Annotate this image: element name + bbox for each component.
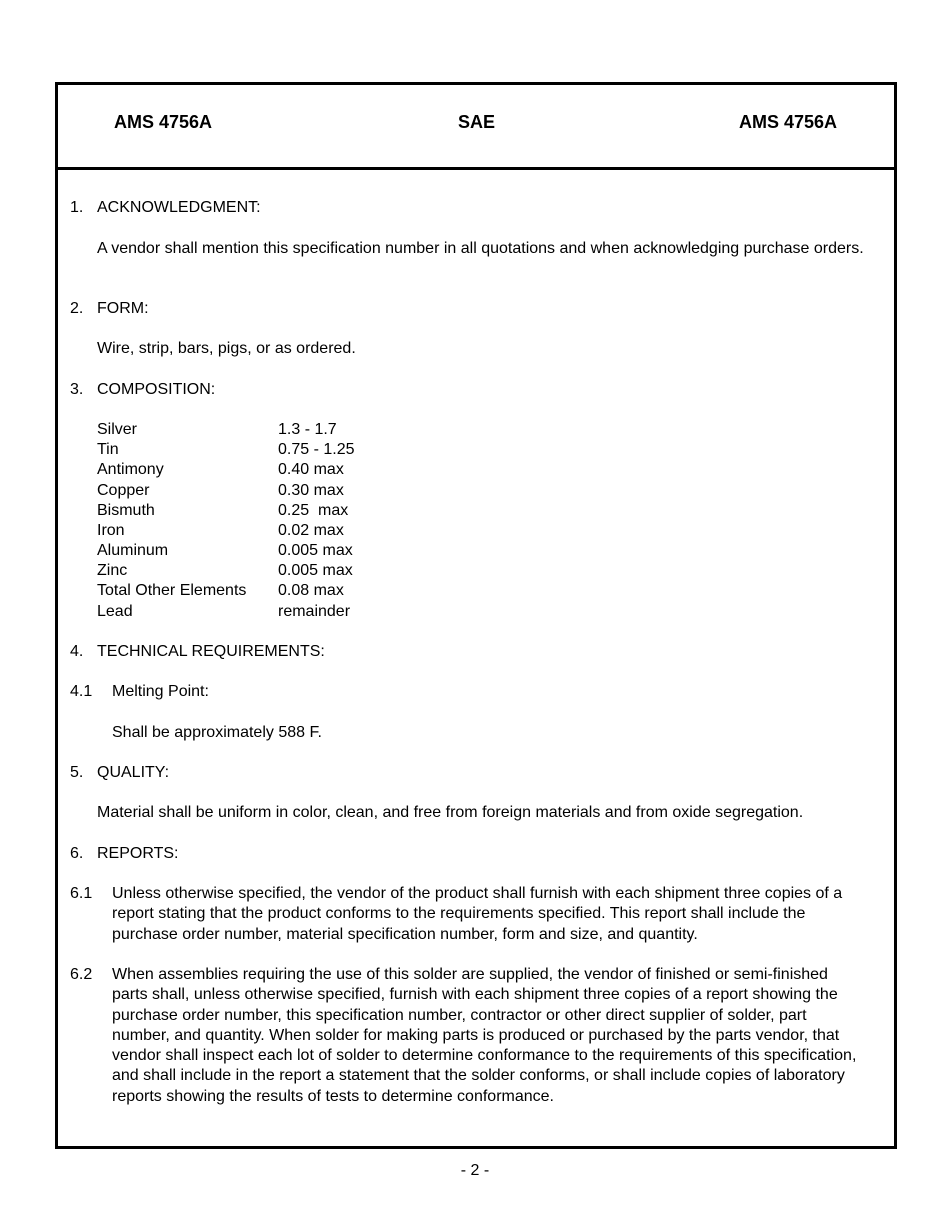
composition-element: Silver [97, 421, 138, 438]
section-title-acknowledgment: ACKNOWLEDGMENT: [97, 199, 261, 216]
section-number: 4.1 [70, 683, 93, 700]
section-text-reports-6-1: Unless otherwise specified, the vendor of the product shall furnish with each shipment three copies of a report stating that the product conforms to the requirements specified. This report shall include the purchase order number, material specification number, form and size, and quantity. [112, 885, 843, 943]
composition-value: 0.08 max [278, 582, 344, 599]
composition-element: Zinc [97, 562, 128, 579]
section-title-quality: QUALITY: [97, 764, 170, 781]
composition-element: Aluminum [97, 542, 169, 559]
section-text-melting-point: Shall be approximately 588 F. [112, 724, 322, 741]
composition-value: 0.005 max [278, 542, 353, 559]
composition-element: Lead [97, 603, 133, 620]
composition-value: 0.30 max [278, 482, 344, 499]
section-number: 3. [70, 381, 84, 398]
composition-element: Bismuth [97, 502, 155, 519]
section-number: 6.2 [70, 966, 93, 983]
section-title-composition: COMPOSITION: [97, 381, 216, 398]
section-number: 6.1 [70, 885, 93, 902]
page-number: - 2 - [460, 1162, 490, 1179]
composition-value: 0.02 max [278, 522, 344, 539]
section-number: 6. [70, 845, 84, 862]
composition-element: Total Other Elements [97, 582, 247, 599]
section-text-acknowledgment: A vendor shall mention this specification number in all quotations and when acknowledging purchase orders. [97, 240, 864, 257]
section-text-quality: Material shall be uniform in color, clean, and free from foreign materials and from oxide segregation. [97, 804, 804, 821]
section-number: 4. [70, 643, 84, 660]
composition-element: Copper [97, 482, 150, 499]
section-title-technical-requirements: TECHNICAL REQUIREMENTS: [97, 643, 325, 660]
composition-value: 1.3 - 1.7 [278, 421, 337, 438]
composition-value: 0.75 - 1.25 [278, 441, 355, 458]
composition-element: Tin [97, 441, 119, 458]
section-number: 1. [70, 199, 84, 216]
composition-element: Iron [97, 522, 125, 539]
composition-value: 0.005 max [278, 562, 353, 579]
composition-value: 0.40 max [278, 461, 344, 478]
section-title-reports: REPORTS: [97, 845, 179, 862]
section-number: 2. [70, 300, 84, 317]
section-number: 5. [70, 764, 84, 781]
section-title-form: FORM: [97, 300, 149, 317]
header-spec-right: AMS 4756A [739, 112, 838, 132]
section-text-reports-6-2: When assemblies requiring the use of this solder are supplied, the vendor of finished or semi-finished parts shall, unless otherwise specified, furnish with each shipment three copies of a report showing the purchase order number, this specification number, contractor or other direct supplier of solder, part number, and quantity. When solder for making parts is produced or purchased by the parts vendor, that vendor shall inspect each lot of solder to determine conformance to the requirements of this specification, and shall include in the report a statement that the solder conforms, or shall include copies of laboratory reports showing the results of tests to determine conformance. [112, 966, 857, 1105]
section-text-form: Wire, strip, bars, pigs, or as ordered. [97, 340, 356, 357]
composition-element: Antimony [97, 461, 164, 478]
section-title-melting-point: Melting Point: [112, 683, 209, 700]
header-org: SAE [458, 112, 496, 132]
header-spec-left: AMS 4756A [114, 112, 213, 132]
composition-value: 0.25 max [278, 502, 349, 519]
document-header [58, 85, 894, 170]
composition-value: remainder [278, 603, 351, 620]
